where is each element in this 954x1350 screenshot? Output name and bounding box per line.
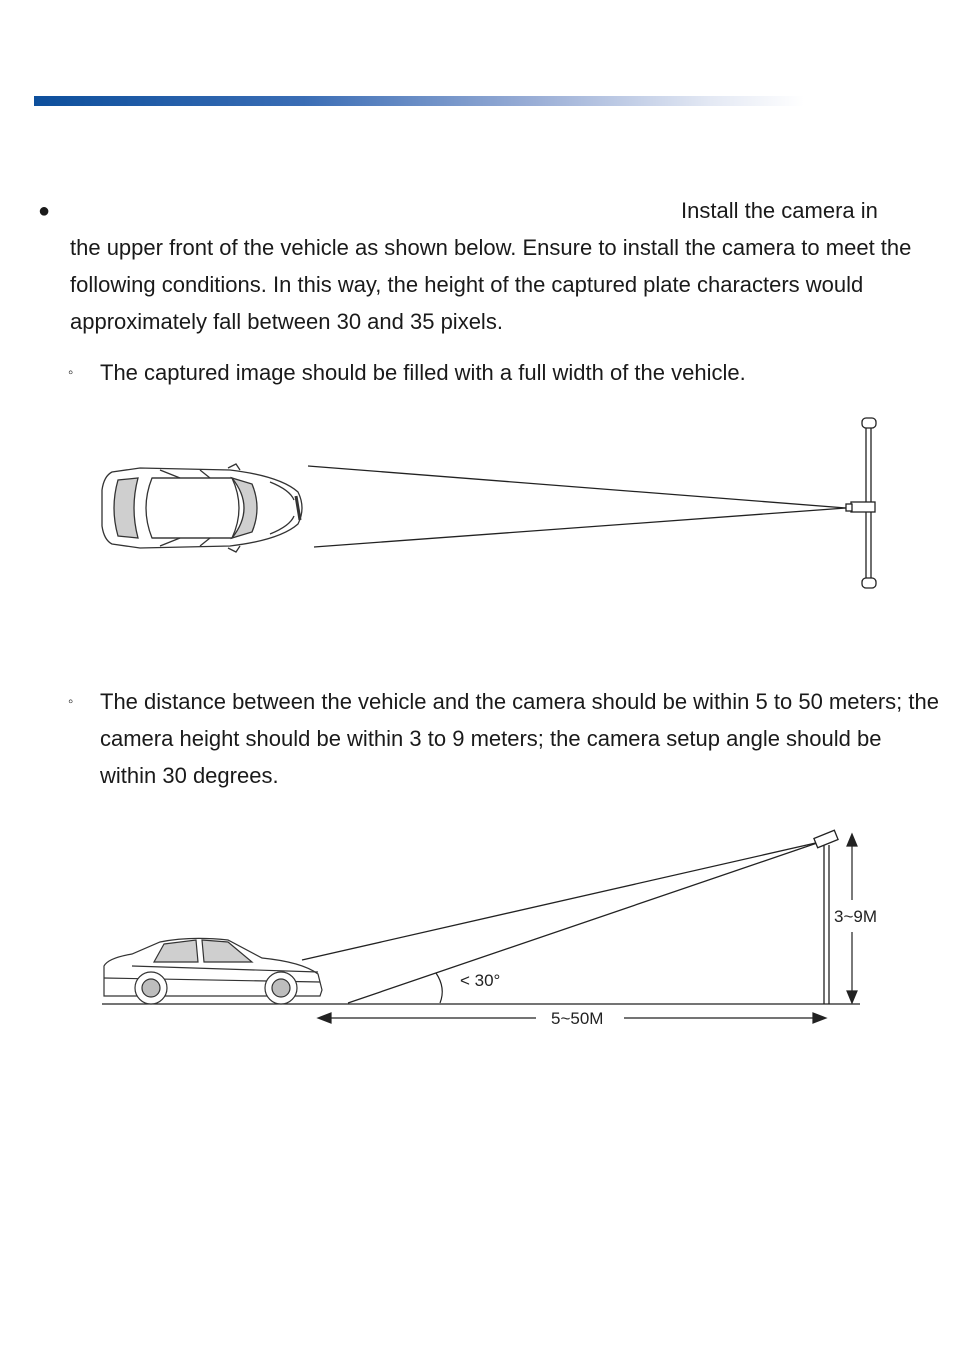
angle-label: < 30°: [460, 971, 501, 990]
intro-first-line: Install the camera in: [681, 198, 878, 223]
angle-arc: [436, 973, 442, 1003]
condition-distance: The distance between the vehicle and the camera should be within 5 to 50 meters; the camera height should be within 3 to 9 meters; the camera setup angle should be within 30 degrees.: [100, 689, 939, 788]
car-side-view: [104, 938, 322, 1004]
bullet-icon: ●: [38, 200, 51, 222]
camera-icon: [814, 830, 838, 848]
height-label: 3~9M: [834, 907, 877, 926]
condition-width: The captured image should be filled with a full width of the vehicle.: [100, 360, 746, 385]
sub-bullet-icon: ◦: [68, 364, 74, 381]
sub-bullet-icon: ◦: [68, 693, 74, 710]
intro-rest: the upper front of the vehicle as shown below. Ensure to install the camera to meet the following conditions. In this way, the height of the captured plate characters would approximately fall between 30 and 35 pixels.: [70, 235, 912, 334]
view-lines-side: [302, 842, 820, 1003]
distance-label: 5~50M: [551, 1009, 604, 1028]
